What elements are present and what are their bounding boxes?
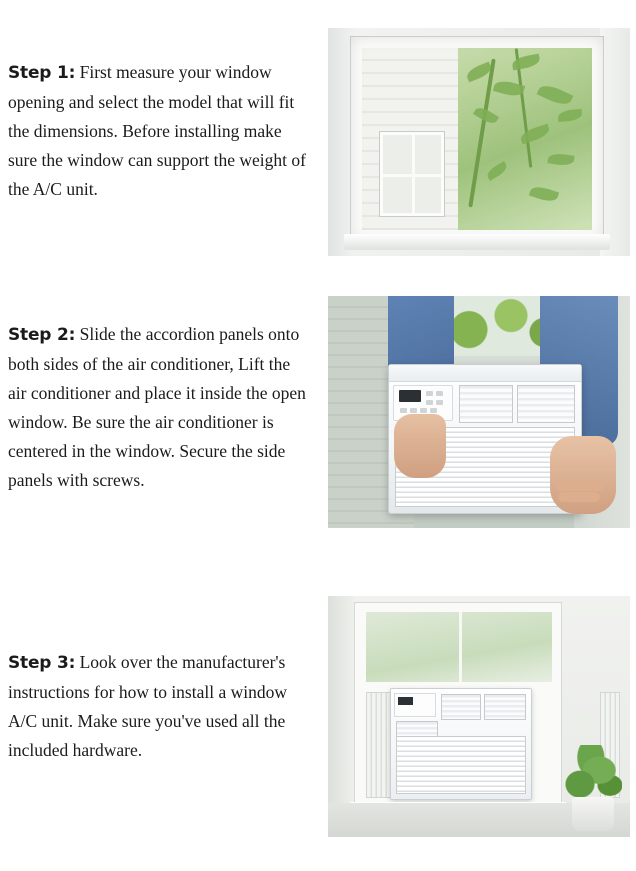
step-text-2 (0, 296, 316, 495)
step-body-2: Slide the accordion panels onto both sides of the air conditioner, Lift the air conditioner and place it inside the open window. Be sure the air conditioner is centered in the window. Secure the side panels with screws. (8, 324, 306, 490)
control-button (420, 408, 427, 413)
step-text-1 (0, 28, 316, 204)
potted-plant-foliage (562, 745, 622, 801)
leaf (558, 109, 583, 122)
step-text-3 (0, 620, 316, 765)
person-right-hand (550, 436, 616, 514)
digital-display (399, 390, 421, 402)
window-opening (362, 48, 592, 230)
air-conditioner-unit (390, 688, 532, 800)
control-panel (394, 693, 436, 717)
plant-pot (572, 797, 614, 831)
step-label-2: Step 2: (8, 325, 76, 345)
control-button (400, 408, 407, 413)
step-label-1: Step 1: (8, 63, 76, 83)
window-glass (366, 612, 552, 682)
control-button (410, 408, 417, 413)
air-vent-right (484, 694, 526, 720)
control-button (426, 391, 433, 396)
wall-left-edge (328, 596, 354, 837)
air-vent-left (459, 385, 513, 423)
person-left-hand (394, 414, 446, 478)
neighbor-window (380, 132, 444, 216)
step-body-3: Look over the manufacturer's instructions for how to install a window A/C unit. Make sure you've used all the included hardware. (8, 652, 288, 760)
step-body-1: First measure your window opening and select the model that will fit the dimensions. Before installing make sure the window can support the weight of the A/C unit. (8, 62, 306, 199)
leaf (547, 152, 574, 167)
control-button (426, 400, 433, 405)
leaf (537, 81, 574, 108)
window-sill (344, 234, 610, 250)
front-grille (396, 736, 526, 794)
unit-top-strip (389, 365, 581, 382)
leaf (529, 184, 559, 204)
lifting-ac-unit-photo (328, 296, 630, 528)
air-vent-left (441, 694, 481, 720)
control-button (430, 408, 437, 413)
open-window-photo (328, 28, 630, 256)
step-label-3: Step 3: (8, 653, 76, 673)
control-button (436, 391, 443, 396)
leaf (485, 161, 509, 181)
air-vent-right (517, 385, 575, 423)
installed-ac-unit-photo (328, 596, 630, 837)
finger (556, 480, 604, 491)
digital-display (398, 697, 413, 705)
wall-right-edge (600, 28, 630, 256)
air-vent-lower (396, 721, 438, 737)
finger (558, 492, 600, 502)
window-mullion (459, 612, 462, 682)
control-button (436, 400, 443, 405)
